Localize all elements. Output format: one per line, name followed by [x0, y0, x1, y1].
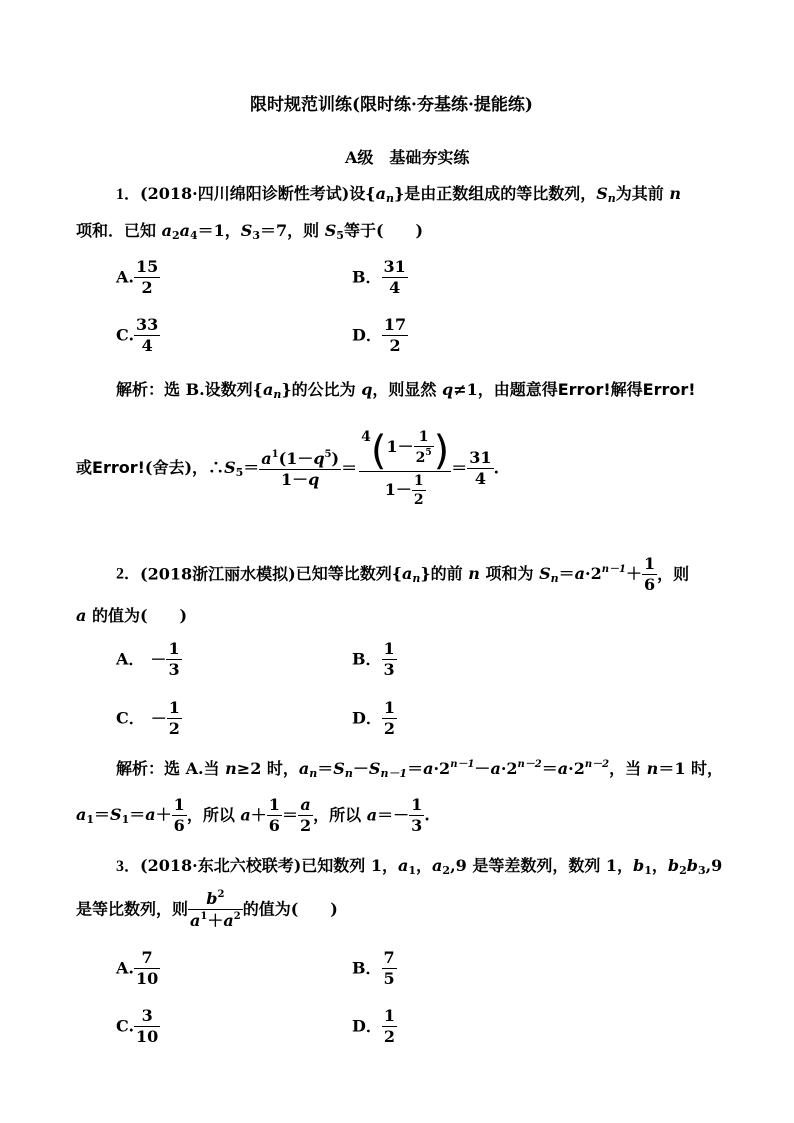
solution-2-line-2: $a_1=S_1=a+$ $\frac{1}{6}$ ，所以 a＋ $\frac{1}{6}$ ＝ $\frac{a}{2}$ ，所以 a＝－ $\frac{1}{3}$ . — [76, 795, 430, 835]
option-d[interactable]: D． $\frac{1}{2}$ — [352, 1006, 396, 1046]
option-d[interactable]: D． $\frac{1}{2}$ — [352, 698, 396, 738]
option-a[interactable]: A. $\frac{15}{2}$ — [116, 257, 159, 297]
option-c[interactable]: C. $\frac{3}{10}$ — [116, 1006, 159, 1046]
option-b[interactable]: B． $\frac{1}{3}$ — [352, 639, 395, 679]
question-number: 3． — [116, 858, 141, 875]
option-b[interactable]: B． $\frac{7}{5}$ — [352, 948, 395, 988]
question-number: 1． — [116, 186, 141, 203]
question-2-line-2: a 的值为( ) — [76, 606, 188, 625]
section-heading: A级 基础夯实练 — [345, 148, 470, 167]
option-d[interactable]: D． $\frac{17}{2}$ — [352, 315, 407, 355]
option-b[interactable]: B． $\frac{31}{4}$ — [352, 257, 406, 297]
question-source: (2018浙江丽水模拟) — [140, 564, 296, 584]
solution-2-line-1: 解析：选 A.当 n≥2 时，$a_n=S_n-S_{n-1}=a\cdot 2^{n-1}-a\cdot 2^{n-2}=a\cdot 2^{n-2}$，当 n＝1 时， — [116, 759, 724, 780]
option-c[interactable]: C. $\frac{33}{4}$ — [116, 315, 159, 355]
question-source: (2018·东北六校联考) — [140, 856, 302, 875]
page-title: 限时规范训练(限时练·夯基练·提能练) — [250, 95, 533, 115]
option-a[interactable]: A. $\frac{7}{10}$ — [116, 948, 159, 988]
question-3-line-2: 是等比数列，则 $\frac{b^2}{a^1+a^2}$ 的值为( ) — [76, 889, 338, 930]
sum-formula: $\frac{a^1(1-q^5)}{1-q}$ — [261, 448, 340, 489]
question-source: (2018·四川绵阳诊断性考试) — [140, 184, 350, 203]
option-c[interactable]: C． － $\frac{1}{2}$ — [116, 698, 180, 738]
solution-1-line-2: 或Error!(舍去)，$\therefore S_5=$ $\frac{a^1(1-q^5)}{1-q}$ ＝ 4(1－ $\frac{1}{2^5}$ ) 1－ $\frac{1}{2}$ ＝ $\frac{31}{4}$ . — [76, 428, 500, 508]
question-2-line-1: 2．(2018浙江丽水模拟)已知等比数列$\{a_n\}$的前 n 项和为 $S_n=a\cdot 2^{n-1}+$ $\frac{1}{6}$ ，则 — [116, 554, 690, 594]
substituted-fraction: 4(1－ $\frac{1}{2^5}$ ) 1－ $\frac{1}{2}$ — [361, 428, 450, 508]
question-1-line-1: 1．(2018·四川绵阳诊断性考试)设$\{a_n\}$是由正数组成的等比数列，$S_n$为其前 n — [116, 184, 682, 205]
question-1-line-2: 项和．已知 $a_2a_4=1$，$S_3=7$，则 $S_5$等于( ) — [76, 221, 424, 242]
question-3-line-1: 3．(2018·东北六校联考)已知数列 1，$a_1$，$a_2,9$ 是等差数列，数列 1，$b_1$，$b_2b_3,9$ — [116, 856, 723, 877]
question-number: 2． — [116, 565, 141, 583]
solution-1-line-1: 解析：选 B.设数列$\{a_n\}$的公比为 q，则显然 q≠1，由题意得Error!解得Error! — [116, 380, 696, 401]
option-a[interactable]: A． － $\frac{1}{3}$ — [116, 639, 180, 679]
